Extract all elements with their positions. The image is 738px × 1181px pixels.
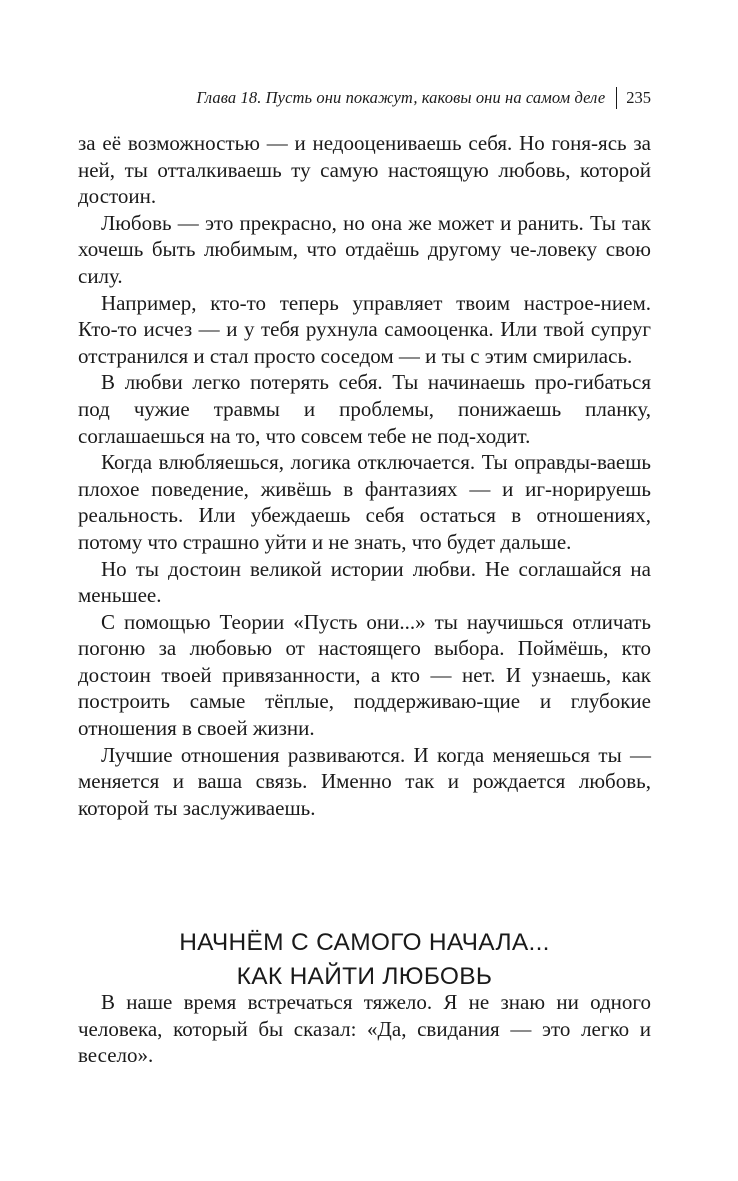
page-number: 235	[626, 88, 651, 107]
paragraph: Лучшие отношения развиваются. И когда меняешься ты — меняется и ваша связь. Именно так и рождается любовь, которой ты заслуживаешь.	[78, 742, 651, 820]
section-heading-line: КАК НАЙТИ ЛЮБОВЬ	[236, 963, 493, 990]
paragraph: Когда влюбляешься, логика отключается. Ты оправды-ваешь плохое поведение, живёшь в фантазиях — и иг-норируешь реальность. Или убеждаешь себя остаться в отношениях, потому что страшно уйти и не знать, что будет дальше.	[78, 450, 651, 554]
section-heading	[78, 926, 651, 994]
body-text	[78, 130, 651, 821]
paragraph: Например, кто-то теперь управляет твоим настрое-нием. Кто-то исчез — и у тебя рухнула самооценка. Или твой супруг отстранился и стал просто соседом — и ты с этим смирилась.	[78, 290, 651, 368]
paragraph: Но ты достоин великой истории любви. Не соглашайся на меньшее.	[78, 556, 651, 608]
header-divider	[616, 87, 617, 109]
paragraph: С помощью Теории «Пусть они...» ты научишься отличать погоню за любовью от настоящего выбора. Поймёшь, кто достоин твоей привязанности, а кто — нет. И узнаешь, как построить самые тёплые, поддерживаю-щие и глубокие отношения в своей жизни.	[78, 609, 651, 741]
section-body-text	[78, 989, 651, 1069]
chapter-title: Глава 18. Пусть они покажут, каковы они на самом деле	[196, 88, 606, 107]
paragraph: В любви легко потерять себя. Ты начинаешь про-гибаться под чужие травмы и проблемы, понижаешь планку, соглашаешься на то, что совсем тебе не под-ходит.	[78, 370, 651, 448]
section-heading-line: НАЧНЁМ С САМОГО НАЧАЛА...	[179, 929, 550, 956]
running-head	[196, 86, 651, 110]
paragraph: В наше время встречаться тяжело. Я не знаю ни одного человека, который бы сказал: «Да, свидания — это легко и весело».	[78, 990, 651, 1068]
paragraph: Любовь — это прекрасно, но она же может и ранить. Ты так хочешь быть любимым, что отдаёшь другому че-ловеку свою силу.	[78, 210, 651, 288]
paragraph: за её возможностью — и недооцениваешь себя. Но гоня-ясь за ней, ты отталкиваешь ту самую настоящую любовь, которой достоин.	[78, 131, 651, 209]
